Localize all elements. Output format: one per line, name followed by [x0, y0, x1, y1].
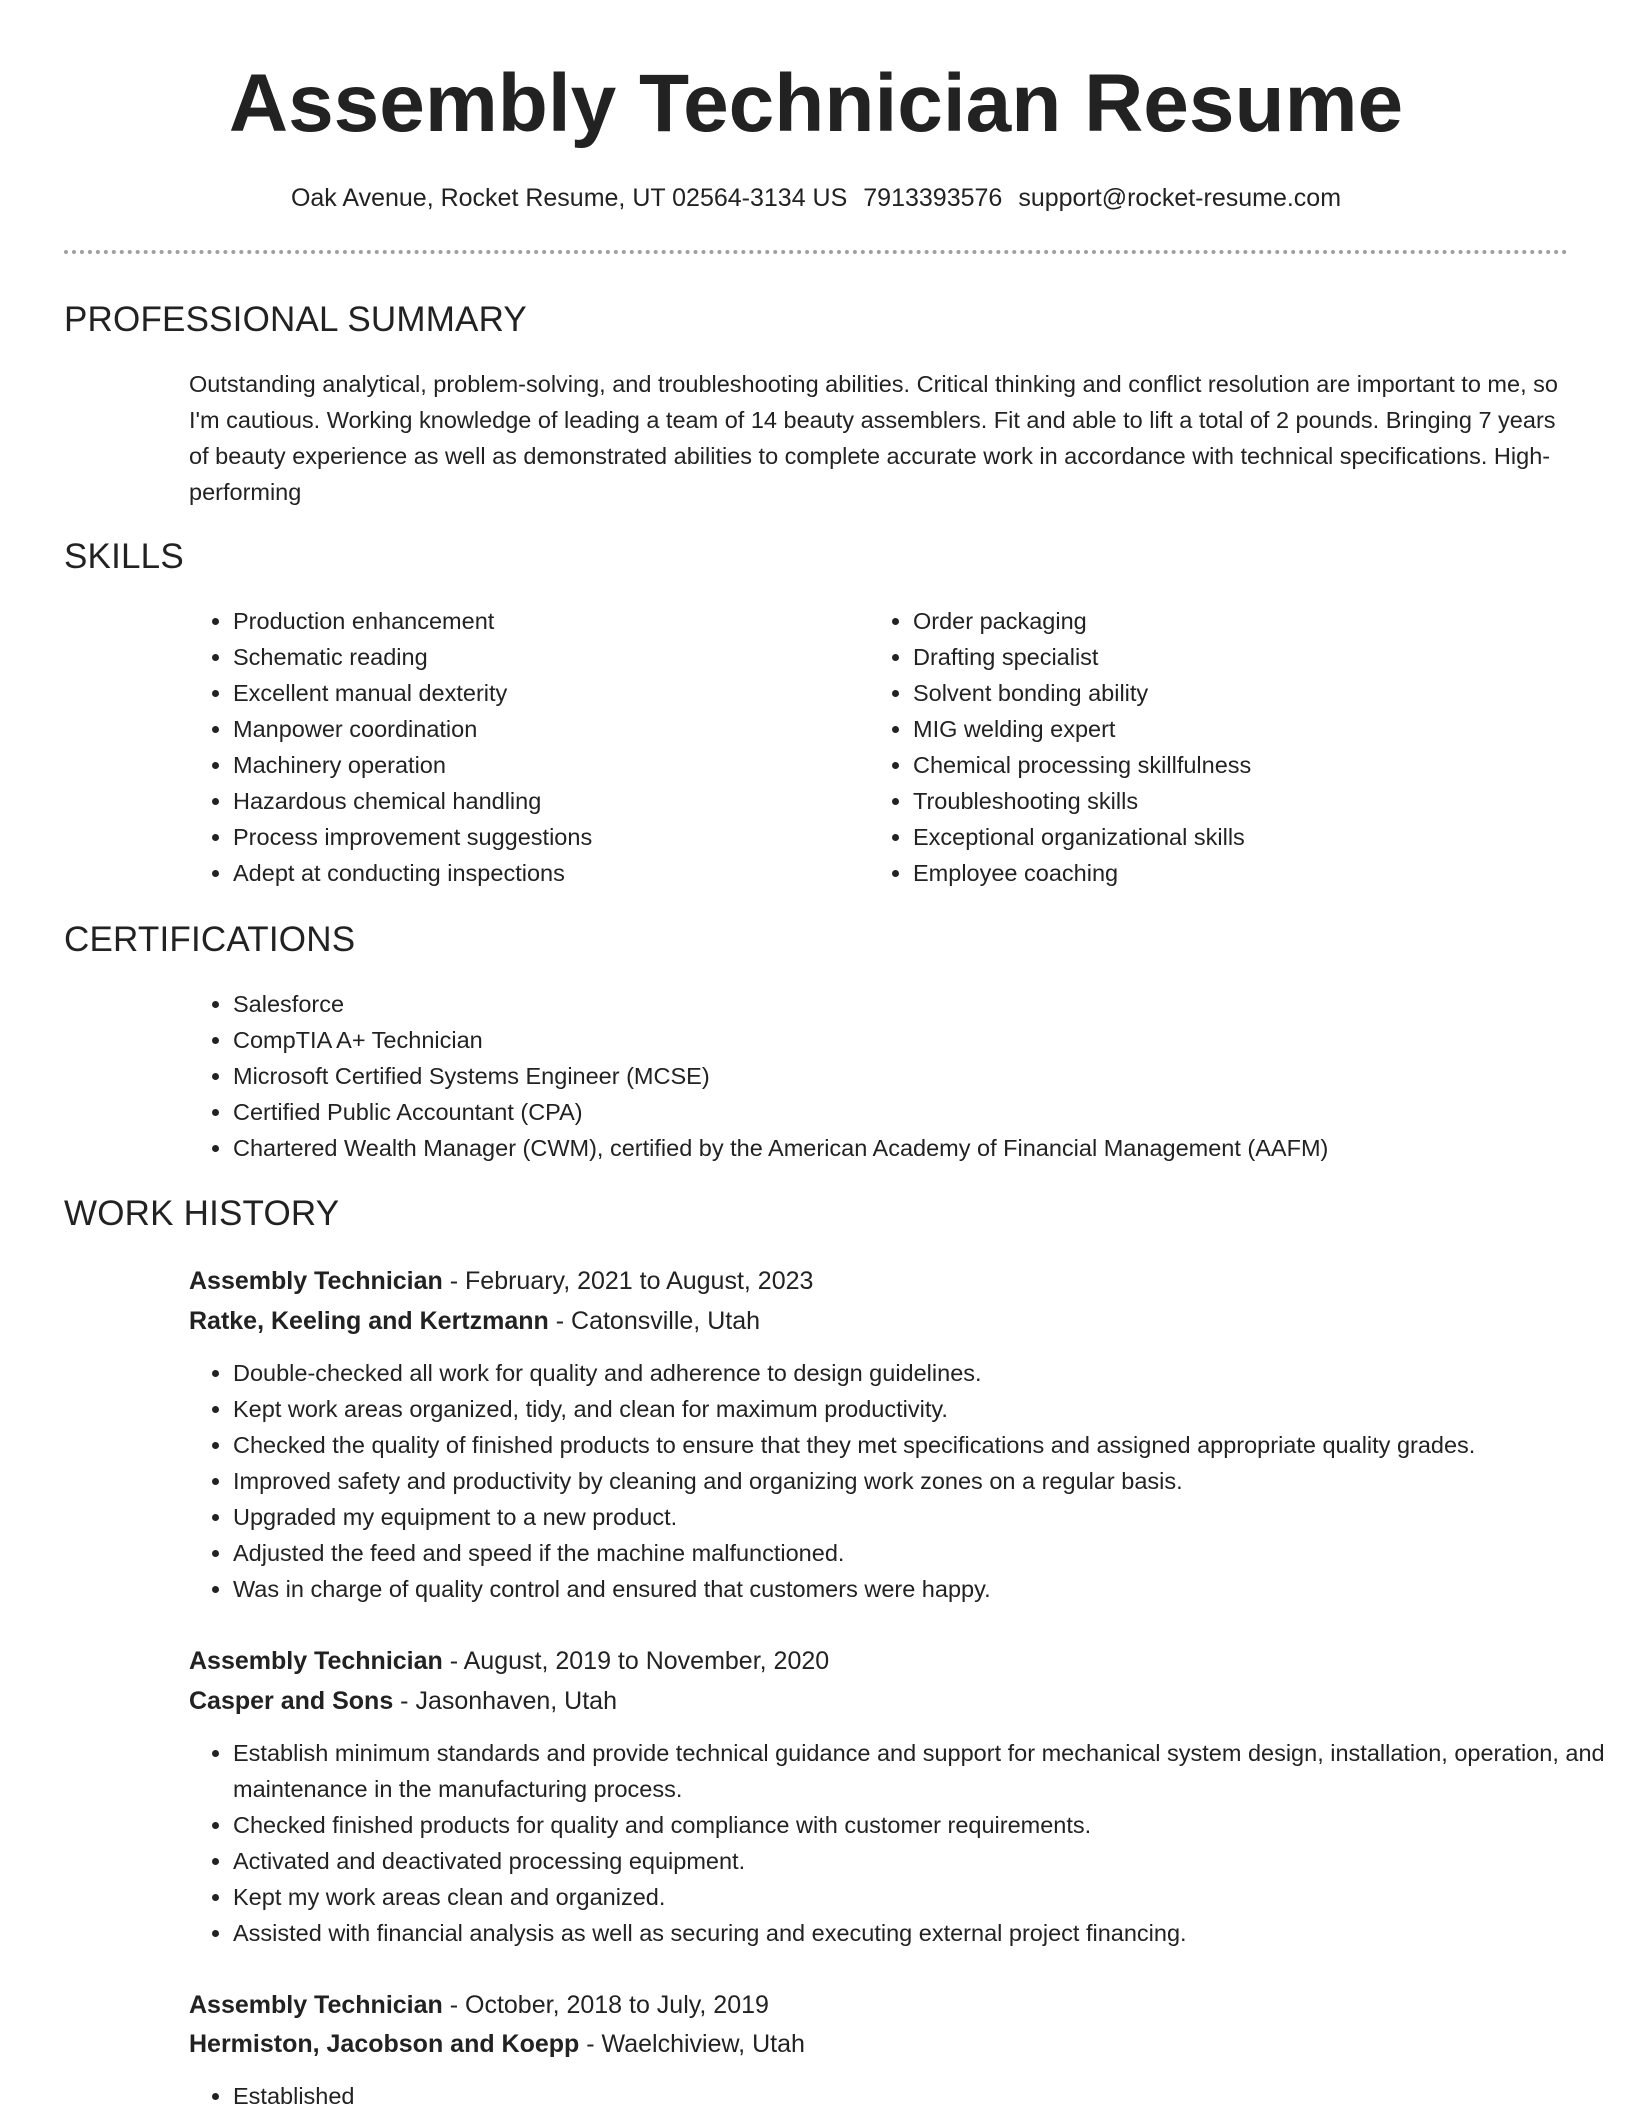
job-bullets [189, 2078, 1613, 2114]
contact-phone: 7913393576 [863, 184, 1003, 212]
skill-item: • Excellent manual dexterity [233, 675, 853, 711]
certifications-heading: CERTIFICATIONS [64, 920, 356, 959]
job-bullet: • Upgraded my equipment to a new product. [233, 1499, 1613, 1535]
job-bullet: • Adjusted the feed and speed if the machine malfunctioned. [233, 1535, 1613, 1571]
job-bullet: • Checked the quality of finished products to ensure that they met specifications and assigned appropriate quality grades. [233, 1427, 1613, 1463]
skill-item: • Chemical processing skillfulness [913, 747, 1553, 783]
job-company: Casper and Sons [189, 1687, 394, 1715]
job-title: Assembly Technician [189, 1267, 443, 1295]
certifications-list [189, 986, 1613, 1166]
contact-email[interactable]: support@rocket-resume.com [1018, 184, 1342, 212]
job-dates: - October, 2018 to July, 2019 [442, 1991, 769, 2019]
skill-item: • MIG welding expert [913, 711, 1553, 747]
skill-item: • Hazardous chemical handling [233, 783, 853, 819]
job-bullet: • Kept my work areas clean and organized. [233, 1879, 1613, 1915]
resume-title: Assembly Technician Resume [228, 58, 1404, 149]
job-bullet: • Establish minimum standards and provide technical guidance and support for mechanical system design, installation, operation, and maintenance in the manufacturing process. [233, 1735, 1613, 1807]
skill-item: • Manpower coordination [233, 711, 853, 747]
skill-item: • Process improvement suggestions [233, 819, 853, 855]
skill-item: • Order packaging [913, 603, 1553, 639]
job-bullet: • Double-checked all work for quality and adherence to design guidelines. [233, 1355, 1613, 1391]
job-title-line [189, 1985, 769, 2025]
skill-item: • Adept at conducting inspections [233, 855, 853, 891]
skill-item: • Drafting specialist [913, 639, 1553, 675]
skill-item: • Employee coaching [913, 855, 1553, 891]
job-bullet: • Checked finished products for quality and compliance with customer requirements. [233, 1807, 1613, 1843]
job-location: - Waelchiview, Utah [579, 2030, 805, 2058]
contact-address: Oak Avenue, Rocket Resume, UT 02564-3134 US [290, 184, 848, 212]
job-bullets [189, 1735, 1613, 1951]
skill-item: • Machinery operation [233, 747, 853, 783]
skill-item: • Exceptional organizational skills [913, 819, 1553, 855]
job-bullet: • Was in charge of quality control and ensured that customers were happy. [233, 1571, 1613, 1607]
job-company: Ratke, Keeling and Kertzmann [189, 1307, 549, 1335]
contact-line [0, 180, 1632, 216]
skill-item: • Schematic reading [233, 639, 853, 675]
job-bullet: • Improved safety and productivity by cleaning and organizing work zones on a regular basis. [233, 1463, 1613, 1499]
skill-item: • Solvent bonding ability [913, 675, 1553, 711]
skills-list-left [189, 603, 853, 891]
skill-item: • Troubleshooting skills [913, 783, 1553, 819]
header-divider [64, 250, 1568, 254]
certification-item: • Salesforce [233, 986, 1613, 1022]
job-bullet: • Kept work areas organized, tidy, and clean for maximum productivity. [233, 1391, 1613, 1427]
skill-item: • Production enhancement [233, 603, 853, 639]
job-bullet: • Established [233, 2078, 1613, 2114]
job-dates: - February, 2021 to August, 2023 [442, 1267, 814, 1295]
certification-item: • Microsoft Certified Systems Engineer (MCSE) [233, 1058, 1613, 1094]
skills-heading: SKILLS [64, 537, 184, 576]
certification-item: • CompTIA A+ Technician [233, 1022, 1613, 1058]
job-company-line [189, 2024, 805, 2064]
job-company-line [189, 1681, 617, 1721]
summary-heading: PROFESSIONAL SUMMARY [64, 300, 527, 339]
job-title-line [189, 1641, 829, 1681]
job-dates: - August, 2019 to November, 2020 [442, 1647, 830, 1675]
job-location: - Jasonhaven, Utah [393, 1687, 617, 1715]
job-bullet: • Assisted with financial analysis as well as securing and executing external project financing. [233, 1915, 1613, 1951]
work-history-heading: WORK HISTORY [64, 1194, 340, 1233]
job-bullet: • Activated and deactivated processing equipment. [233, 1843, 1613, 1879]
job-bullets [189, 1355, 1613, 1607]
job-location: - Catonsville, Utah [548, 1307, 761, 1335]
job-title: Assembly Technician [189, 1647, 443, 1675]
certification-item: • Chartered Wealth Manager (CWM), certified by the American Academy of Financial Management (AAFM) [233, 1130, 1613, 1166]
job-title: Assembly Technician [189, 1991, 443, 2019]
job-company: Hermiston, Jacobson and Koepp [189, 2030, 580, 2058]
skills-list-right [869, 603, 1553, 891]
job-company-line [189, 1301, 760, 1341]
summary-text: Outstanding analytical, problem-solving, and troubleshooting abilities. Critical thinking and conflict resolution are important to me, so I'm cautious. Working knowledge of leading a team of 14 beauty assemblers. Fit and able to lift a total of 2 pounds. Bringing 7 years of beauty experience as well as demonstrated abilities to complete accurate work in accordance with technical specifications. High-performing [189, 371, 1558, 505]
job-title-line [189, 1261, 813, 1301]
certification-item: • Certified Public Accountant (CPA) [233, 1094, 1613, 1130]
